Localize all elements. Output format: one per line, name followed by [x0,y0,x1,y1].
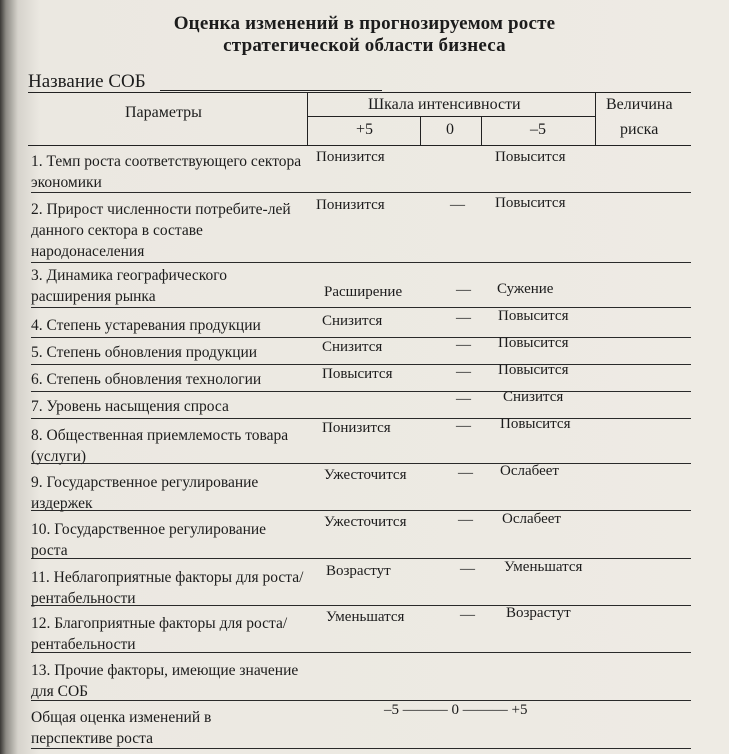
header-risk-1: Величина [606,96,673,113]
row-rule-6 [31,391,691,392]
row-dash-8: — [456,418,471,434]
row-pos-2: Понизится [316,197,385,213]
row-pos-11: Возрастут [326,563,391,579]
header-params: Параметры [125,104,202,121]
row-neg-1: Повысится [495,149,566,165]
header-divider-zero [481,116,482,145]
row-dash-11: — [460,561,475,577]
row-label-5: 5. Степень обновления продукции [31,344,258,361]
row-rule-1 [31,192,691,193]
total-scale: –5 ——— 0 ——— +5 [384,702,528,718]
row-neg-11: Уменьшатся [504,559,583,575]
row-neg-2: Повысится [495,195,566,211]
title-line-1: Оценка изменений в прогнозируемом росте [173,13,556,34]
row-label-7: 7. Уровень насыщения спроса [31,398,229,415]
row-label-13: 13. Прочие факторы, имеющие значение для СОБ [31,662,299,700]
header-plus5: +5 [356,121,374,138]
row-neg-10: Ослабеет [502,511,561,527]
row-rule-12 [31,652,691,653]
row-rule-13 [31,700,691,701]
total-label: Общая оценка изменений в перспективе роста [31,709,212,747]
header-divider-risk [595,92,596,145]
row-rule-9 [31,510,691,511]
row-dash-2: — [450,197,465,213]
row-pos-6: Повысится [322,366,393,382]
row-label-3: 3. Динамика географического расширения рынка [31,267,227,305]
row-dash-12: — [460,607,475,623]
header-scale-rule [307,116,595,117]
header-scale: Шкала интенсивности [368,96,521,113]
row-rule-4 [31,337,691,338]
header-zero: 0 [446,121,454,138]
row-rule-7 [31,418,691,419]
row-label-1: 1. Темп роста соответствующего сектора экономики [31,153,302,191]
row-label-11: 11. Неблагоприятные факторы для роста/рентабельности [31,569,304,607]
row-rule-3 [31,307,691,308]
row-rule-5 [31,364,691,365]
row-neg-4: Повысится [498,308,569,324]
row-neg-9: Ослабеет [500,463,559,479]
header-minus5: –5 [530,121,546,138]
row-neg-3: Сужение [497,281,554,297]
row-dash-9: — [458,465,473,481]
row-rule-11 [31,605,691,606]
row-rule-8 [31,463,691,464]
row-neg-12: Возрастут [506,605,571,621]
row-pos-8: Понизится [322,420,391,436]
row-label-10: 10. Государственное регулирование роста [31,521,267,559]
row-dash-10: — [458,512,473,528]
row-neg-5: Повысится [498,335,569,351]
sob-name-label: Название СОБ [28,71,146,92]
row-rule-10 [31,558,691,559]
row-neg-8: Повысится [500,416,571,432]
row-pos-10: Ужесточится [324,514,407,530]
row-label-9: 9. Государственное регулирование издержек [31,474,259,512]
row-pos-4: Снизится [322,313,383,329]
total-rule [31,748,691,749]
row-dash-7: — [456,391,471,407]
title-line-2: стратегической области бизнеса [223,35,506,56]
row-label-12: 12. Благоприятные факторы для роста/рентабельности [31,615,288,653]
header-top-rule [28,92,691,93]
row-pos-3: Расширение [324,284,403,300]
header-divider-plus [420,116,421,145]
row-pos-12: Уменьшатся [326,609,405,625]
row-neg-6: Повысится [498,362,569,378]
row-pos-9: Ужесточится [324,467,407,483]
row-pos-1: Понизится [316,149,385,165]
row-pos-5: Снизится [322,339,383,355]
row-rule-2 [31,262,691,263]
row-dash-4: — [456,310,471,326]
row-dash-5: — [456,337,471,353]
row-label-6: 6. Степень обновления технологии [31,371,262,388]
row-neg-7: Снизится [503,389,564,405]
row-dash-3: — [456,282,471,298]
header-divider-params [307,92,308,145]
row-label-4: 4. Степень устаревания продукции [31,317,261,334]
header-risk-2: риска [620,121,659,138]
row-label-2: 2. Прирост численности потребите-лей данного сектора в составе народонаселения [31,201,291,260]
row-dash-6: — [456,364,471,380]
header-bottom-rule [28,145,691,146]
sob-name-underline [160,90,382,91]
row-label-8: 8. Общественная приемлемость товара (услуги) [31,427,289,465]
